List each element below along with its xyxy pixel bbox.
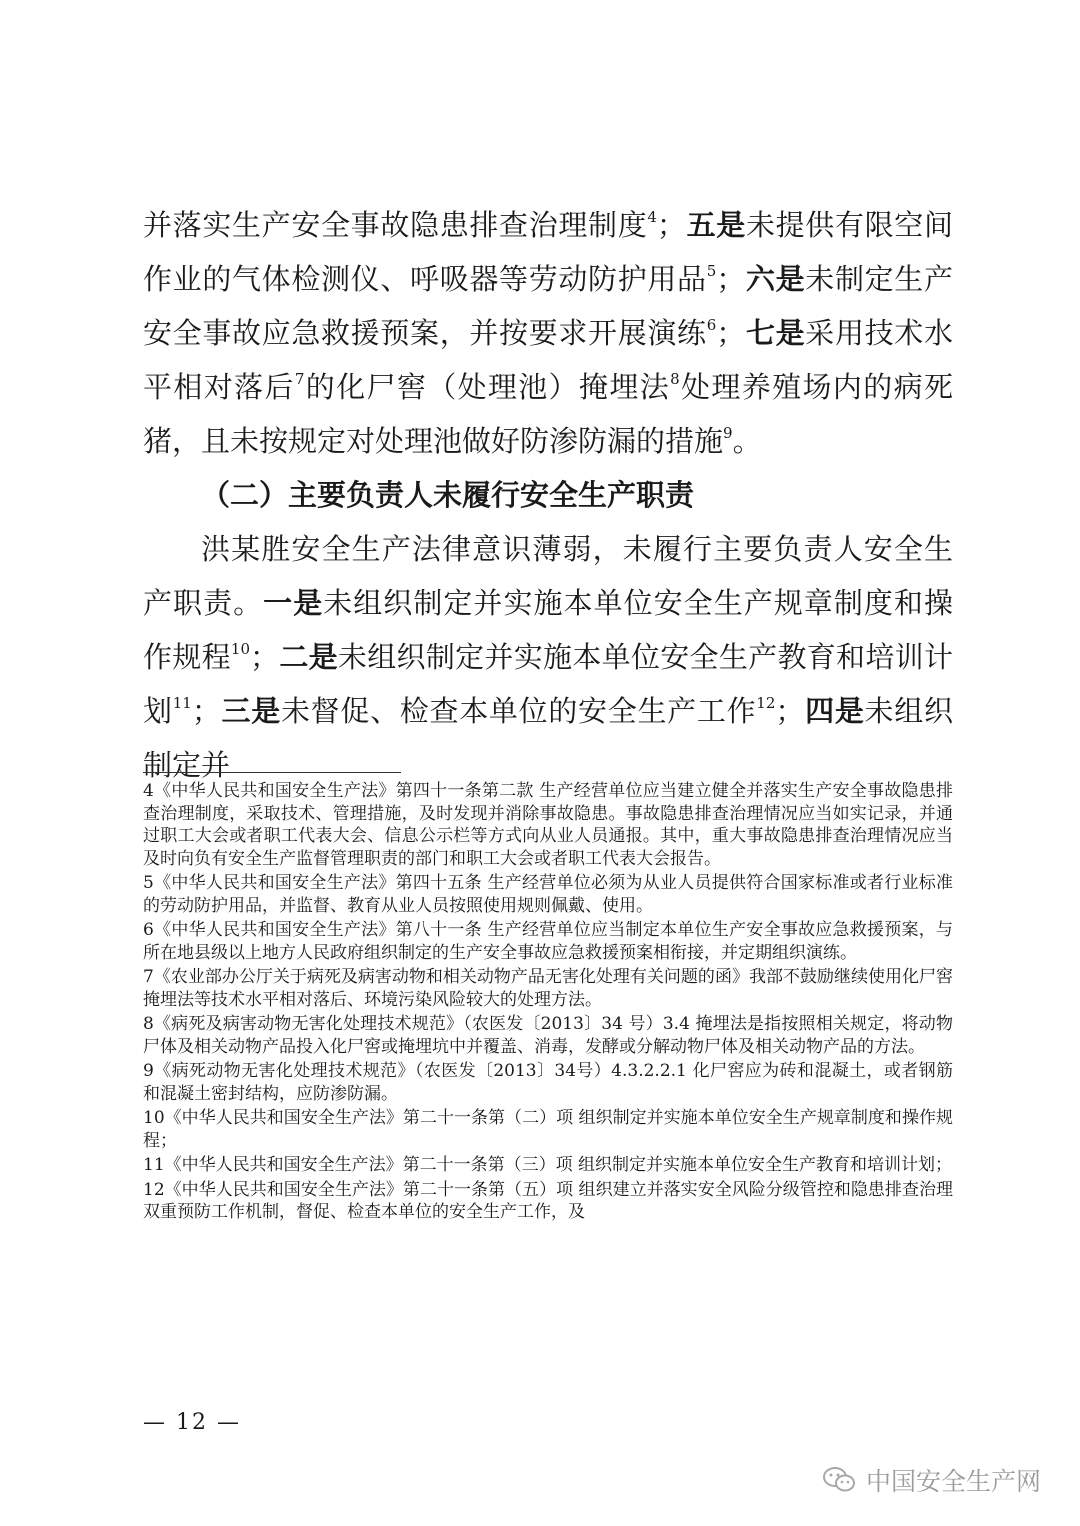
paragraph-continued bbox=[143, 198, 953, 468]
page-number: — 12 — bbox=[143, 1410, 241, 1435]
footnote-7: 7《农业部办公厅关于病死及病害动物和相关动物产品无害化处理有关问题的函》我部不鼓励继续使用化尸窖掩埋法等技术水平相对落后、环境污染风险较大的处理方法。 bbox=[143, 967, 953, 1010]
footnote-5: 5《中华人民共和国安全生产法》第四十五条 生产经营单位必须为从业人员提供符合国家标准或者行业标准的劳动防护用品，并监督、教育从业人员按照使用规则佩戴、使用。 bbox=[143, 873, 953, 916]
text-run: 未提供有限空间作业的气体检测仪、呼吸器等劳动防护用品 bbox=[143, 208, 953, 296]
text-run: 未制定生产安全事故应急救援预案，并按要求开展演练 bbox=[143, 262, 953, 350]
watermark bbox=[822, 1460, 1041, 1500]
footnote-9: 9《病死动物无害化处理技术规范》（农医发〔2013〕34号）4.3.2.2.1 化尸窖应为砖和混凝土，或者钢筋和混凝土密封结构，应防渗防漏。 bbox=[143, 1061, 953, 1104]
footnote-ref: 6 bbox=[706, 316, 717, 334]
footnote-6: 6《中华人民共和国安全生产法》第八十一条 生产经营单位应当制定本单位生产安全事故应急救援预案，与所在地县级以上地方人民政府组织制定的生产安全事故应急救援预案相衔接，并定期组织演练。 bbox=[143, 920, 953, 963]
text-run: ； bbox=[716, 262, 746, 296]
text-run: 处理养殖场内的病死猪，且未按规定对处理池做好防渗防漏的措施 bbox=[143, 370, 953, 458]
paragraph-responsibilities bbox=[143, 522, 953, 792]
emphasis-label: 五是 bbox=[685, 208, 746, 242]
text-run: 未组织制定并实施本单位安全生产教育和培训计划 bbox=[143, 640, 953, 728]
body-text bbox=[143, 198, 953, 792]
section-heading: （二）主要负责人未履行安全生产职责 bbox=[201, 478, 695, 512]
text-run: 洪某胜安全生产法律意识薄弱，未履行主要负责人安全生产职责。 bbox=[143, 532, 953, 620]
footnote-separator bbox=[143, 772, 401, 773]
footnote-4: 4《中华人民共和国安全生产法》第四十一条第二款 生产经营单位应当建立健全并落实生产安全事故隐患排查治理制度，采取技术、管理措施，及时发现并消除事故隐患。事故隐患排查治理情况应当如实记录，并通过职工大会或者职工代表大会、信息公示栏等方式向从业人员通报。其中，重大事故隐患排查治理情况应当及时向负有安全生产监督管理职责的部门和职工大会或者职工代表大会报告。 bbox=[143, 781, 953, 869]
text-run: 未督促、检查本单位的安全生产工作 bbox=[280, 694, 757, 728]
footnote-ref: 10 bbox=[230, 640, 250, 658]
footnote-12: 12《中华人民共和国安全生产法》第二十一条第（五）项 组织建立并落实安全风险分级管控和隐患排查治理双重预防工作机制，督促、检查本单位的安全生产工作，及 bbox=[143, 1179, 953, 1222]
emphasis-label: 七是 bbox=[745, 316, 806, 350]
wechat-icon bbox=[822, 1465, 858, 1495]
text-run: 采用技术水平相对落后 bbox=[143, 316, 953, 404]
footnote-ref: 4 bbox=[647, 208, 657, 226]
footnote-8: 8《病死及病害动物无害化处理技术规范》（农医发〔2013〕34 号）3.4 掩埋法是指按照相关规定，将动物尸体及相关动物产品投入化尸窖或掩埋坑中并覆盖、消毒，发酵或分解动物尸体及相关动物产品的方法。 bbox=[143, 1014, 953, 1057]
footnote-ref: 12 bbox=[756, 694, 776, 712]
footnote-ref: 9 bbox=[723, 424, 733, 442]
text-run: 。 bbox=[732, 424, 762, 458]
text-run: 未组织制定并实施本单位安全生产规章制度和操作规程 bbox=[143, 586, 953, 674]
text-run: 并落实生产安全事故隐患排查治理制度 bbox=[143, 208, 648, 242]
emphasis-label: 三是 bbox=[220, 694, 281, 728]
text-run: ； bbox=[191, 694, 221, 728]
text-run: 的化尸窖（处理池）掩埋法 bbox=[304, 370, 671, 404]
footnotes bbox=[143, 780, 953, 1226]
emphasis-label: 一是 bbox=[263, 586, 324, 620]
text-run: ； bbox=[775, 694, 805, 728]
footnote-ref: 7 bbox=[294, 370, 305, 388]
text-run: ； bbox=[716, 316, 746, 350]
emphasis-label: 二是 bbox=[279, 640, 338, 674]
footnote-ref: 8 bbox=[670, 370, 680, 388]
text-run: ； bbox=[656, 208, 686, 242]
footnote-10: 10《中华人民共和国安全生产法》第二十一条第（二）项 组织制定并实施本单位安全生产规章制度和操作规程； bbox=[143, 1108, 953, 1151]
footnote-11: 11《中华人民共和国安全生产法》第二十一条第（三）项 组织制定并实施本单位安全生产教育和培训计划； bbox=[143, 1155, 953, 1175]
text-run: ； bbox=[250, 640, 280, 674]
emphasis-label: 四是 bbox=[804, 694, 865, 728]
emphasis-label: 六是 bbox=[745, 262, 806, 296]
footnote-ref: 11 bbox=[172, 694, 192, 712]
footnote-ref: 5 bbox=[706, 262, 717, 280]
watermark-text: 中国安全生产网 bbox=[866, 1467, 1042, 1496]
text-run: 未组织制定并 bbox=[143, 694, 953, 782]
